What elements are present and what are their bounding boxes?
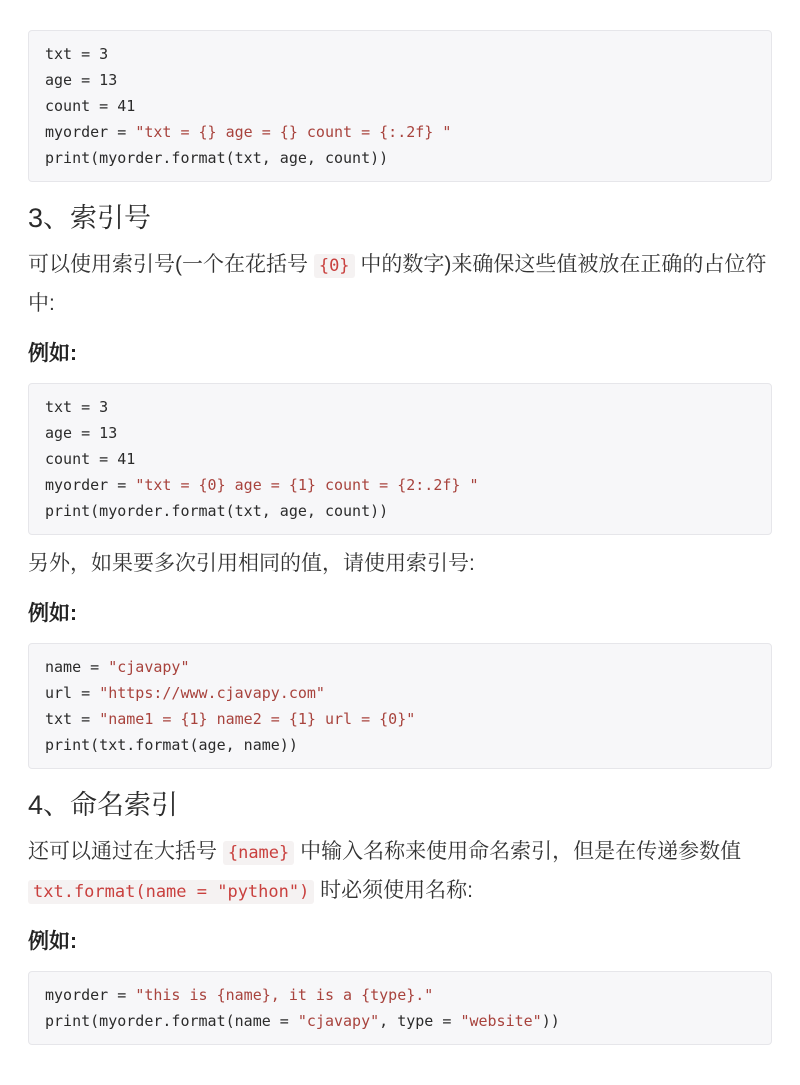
code-token-plain: print(myorder.format(txt, age, count))	[45, 149, 389, 167]
code-token-plain: count = 41	[45, 450, 136, 468]
code-token-plain: name =	[45, 658, 109, 676]
code-token-plain: url =	[45, 684, 100, 702]
code-token-plain: count = 41	[45, 97, 136, 115]
code-token-plain: age = 13	[45, 424, 118, 442]
paragraph-text: 可以使用索引号(一个在花括号	[28, 253, 314, 276]
paragraph-text: 时必须使用名称:	[314, 879, 474, 902]
code-line	[45, 498, 755, 524]
code-token-string: "this is {name}, it is a {type}."	[135, 986, 434, 1004]
paragraph-index-number-intro	[28, 246, 772, 323]
code-line	[45, 982, 755, 1008]
paragraph-reuse-index-note	[28, 545, 772, 583]
code-line	[45, 394, 755, 420]
code-token-plain: age = 13	[45, 71, 118, 89]
code-line	[45, 472, 755, 498]
code-line	[45, 1008, 755, 1034]
example-label: 例如:	[28, 602, 77, 625]
code-token-string: "cjavapy"	[297, 1012, 380, 1030]
example-label: 例如:	[28, 930, 77, 953]
code-line	[45, 420, 755, 446]
code-block-indexed-placeholders	[28, 383, 772, 535]
code-line	[45, 119, 755, 145]
code-token-string: "name1 = {1} name2 = {1} url = {0}"	[99, 710, 416, 728]
code-line	[45, 732, 755, 758]
code-line	[45, 145, 755, 171]
paragraph-text: 中的数字)来确保这些值被放在正确的占位符中:	[28, 253, 767, 315]
code-line	[45, 41, 755, 67]
inline-code: {name}	[223, 841, 294, 865]
paragraph-text: 中输入名称来使用命名索引，但是在传递参数值	[294, 840, 742, 863]
paragraph-text: 还可以通过在大括号	[28, 840, 223, 863]
paragraph-text: 另外，如果要多次引用相同的值，请使用索引号:	[28, 552, 475, 575]
code-token-string: "txt = {0} age = {1} count = {2:.2f} "	[135, 476, 479, 494]
code-token-string: "https://www.cjavapy.com"	[99, 684, 325, 702]
code-token-string: "website"	[460, 1012, 542, 1030]
inline-code: txt.format(name = "python")	[28, 880, 314, 904]
code-token-plain: print(myorder.format(name =	[45, 1012, 298, 1030]
code-block-format-positional	[28, 30, 772, 182]
inline-code: {0}	[314, 254, 355, 278]
code-line	[45, 93, 755, 119]
code-line	[45, 680, 755, 706]
code-token-plain: myorder =	[45, 123, 136, 141]
code-token-plain: ))	[541, 1012, 560, 1030]
code-token-plain: txt = 3	[45, 398, 109, 416]
code-token-plain: , type =	[379, 1012, 461, 1030]
code-token-plain: txt = 3	[45, 45, 109, 63]
code-token-string: "cjavapy"	[108, 658, 190, 676]
code-line	[45, 706, 755, 732]
paragraph-named-index-intro	[28, 833, 772, 911]
code-token-plain: myorder =	[45, 476, 136, 494]
section-heading-named-index: 4、命名索引	[28, 790, 179, 820]
code-token-string: "txt = {} age = {} count = {:.2f} "	[135, 123, 452, 141]
code-token-plain: myorder =	[45, 986, 136, 1004]
code-token-plain: print(txt.format(age, name))	[45, 736, 298, 754]
code-token-plain: print(myorder.format(txt, age, count))	[45, 502, 389, 520]
example-label: 例如:	[28, 342, 77, 365]
code-line	[45, 654, 755, 680]
code-block-named-placeholders	[28, 971, 772, 1045]
code-line	[45, 67, 755, 93]
code-block-repeated-index	[28, 643, 772, 769]
section-heading-index-number: 3、索引号	[28, 203, 152, 233]
code-line	[45, 446, 755, 472]
code-token-plain: txt =	[45, 710, 100, 728]
